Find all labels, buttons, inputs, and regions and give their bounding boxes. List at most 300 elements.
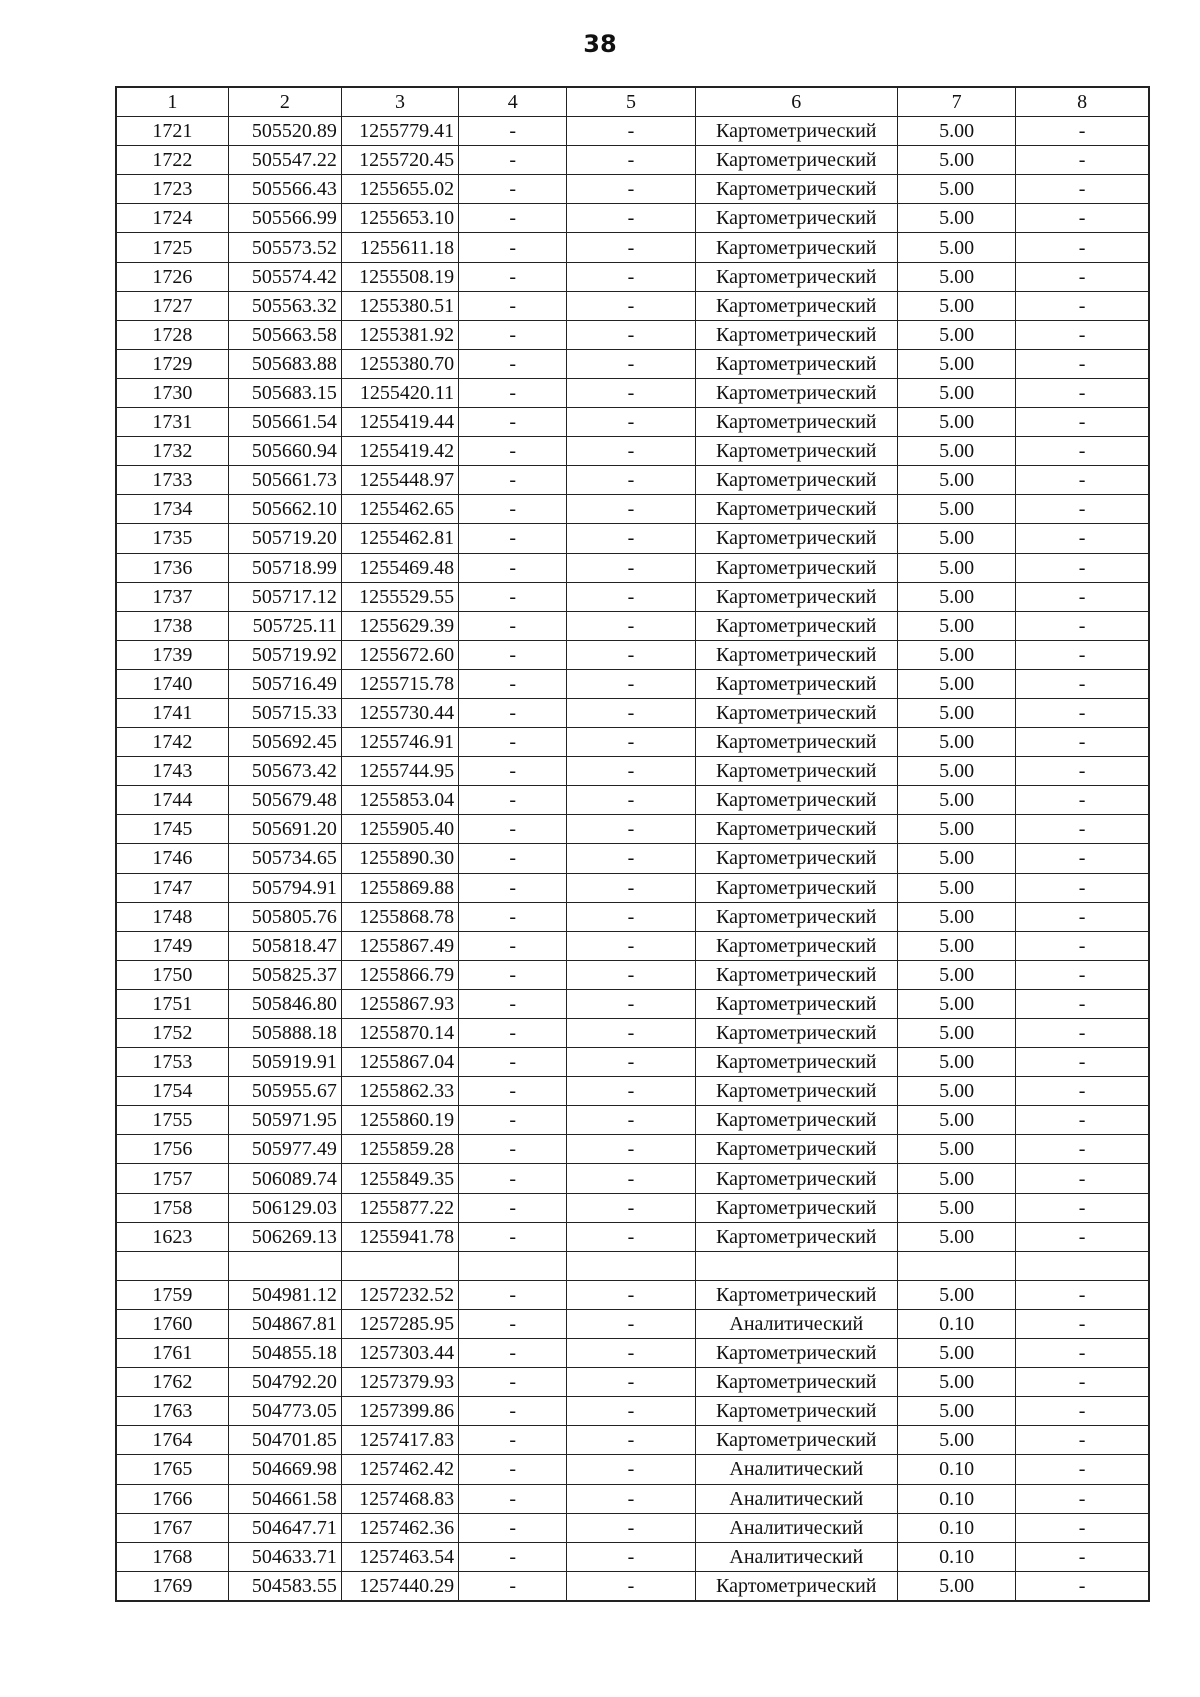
column-8-cell: - [1016,640,1149,669]
point-id-cell: 1723 [116,175,228,204]
accuracy-cell: 5.00 [897,1571,1015,1601]
table-row [116,931,1149,960]
column-5-cell: - [567,669,695,698]
column-5-cell: - [567,1222,695,1251]
accuracy-cell: 5.00 [897,1106,1015,1135]
column-4-cell: - [459,582,567,611]
table-row [116,669,1149,698]
method-cell: Картометрический [695,873,897,902]
method-cell: Картометрический [695,291,897,320]
point-id-cell: 1760 [116,1309,228,1338]
table-row [116,1077,1149,1106]
accuracy-cell: 0.10 [897,1484,1015,1513]
column-5-cell: - [567,437,695,466]
column-8-cell: - [1016,1542,1149,1571]
y-coordinate-cell: 1255905.40 [341,815,458,844]
accuracy-cell: 0.10 [897,1542,1015,1571]
x-coordinate-cell: 505683.15 [228,378,341,407]
accuracy-cell: 5.00 [897,204,1015,233]
column-5-cell: - [567,640,695,669]
column-4-cell: - [459,1368,567,1397]
column-5-cell: - [567,873,695,902]
column-5-cell: - [567,320,695,349]
column-8-cell: - [1016,582,1149,611]
accuracy-cell: 5.00 [897,582,1015,611]
method-cell: Картометрический [695,495,897,524]
accuracy-cell: 5.00 [897,1222,1015,1251]
y-coordinate-cell: 1255448.97 [341,466,458,495]
column-4-cell [459,1251,567,1280]
x-coordinate-cell: 505805.76 [228,902,341,931]
column-8-cell: - [1016,1222,1149,1251]
column-header-3: 3 [341,87,458,117]
y-coordinate-cell: 1255867.49 [341,931,458,960]
column-8-cell: - [1016,117,1149,146]
table-row [116,204,1149,233]
y-coordinate-cell: 1255508.19 [341,262,458,291]
x-coordinate-cell: 506269.13 [228,1222,341,1251]
point-id-cell: 1730 [116,378,228,407]
x-coordinate-cell: 504669.98 [228,1455,341,1484]
column-5-cell: - [567,1397,695,1426]
method-cell: Картометрический [695,757,897,786]
column-5-cell: - [567,1193,695,1222]
table-row [116,582,1149,611]
y-coordinate-cell: 1255419.44 [341,408,458,437]
column-4-cell: - [459,466,567,495]
y-coordinate-cell: 1255941.78 [341,1222,458,1251]
column-8-cell: - [1016,437,1149,466]
y-coordinate-cell: 1255655.02 [341,175,458,204]
y-coordinate-cell: 1255469.48 [341,553,458,582]
y-coordinate-cell: 1255877.22 [341,1193,458,1222]
column-5-cell: - [567,1484,695,1513]
method-cell: Аналитический [695,1513,897,1542]
accuracy-cell: 5.00 [897,989,1015,1018]
x-coordinate-cell: 505825.37 [228,960,341,989]
table-row [116,495,1149,524]
y-coordinate-cell: 1255629.39 [341,611,458,640]
method-cell: Картометрический [695,815,897,844]
method-cell: Картометрический [695,1019,897,1048]
column-8-cell: - [1016,1135,1149,1164]
y-coordinate-cell: 1255380.70 [341,349,458,378]
method-cell: Картометрический [695,117,897,146]
method-cell: Картометрический [695,233,897,262]
x-coordinate-cell: 504981.12 [228,1280,341,1309]
x-coordinate-cell: 504701.85 [228,1426,341,1455]
x-coordinate-cell: 504792.20 [228,1368,341,1397]
table-row [116,524,1149,553]
column-4-cell: - [459,698,567,727]
method-cell: Картометрический [695,611,897,640]
column-4-cell: - [459,960,567,989]
method-cell: Аналитический [695,1455,897,1484]
column-4-cell: - [459,1513,567,1542]
table-row [116,117,1149,146]
point-id-cell: 1749 [116,931,228,960]
accuracy-cell: 5.00 [897,1397,1015,1426]
column-4-cell: - [459,1164,567,1193]
table-row [116,1222,1149,1251]
column-8-cell: - [1016,1309,1149,1338]
column-4-cell: - [459,931,567,960]
point-id-cell: 1747 [116,873,228,902]
column-4-cell: - [459,408,567,437]
accuracy-cell: 5.00 [897,757,1015,786]
point-id-cell: 1735 [116,524,228,553]
table-row [116,1280,1149,1309]
accuracy-cell: 5.00 [897,902,1015,931]
column-4-cell: - [459,669,567,698]
column-8-cell: - [1016,553,1149,582]
method-cell: Картометрический [695,786,897,815]
y-coordinate-cell: 1257285.95 [341,1309,458,1338]
point-id-cell: 1734 [116,495,228,524]
method-cell: Аналитический [695,1484,897,1513]
y-coordinate-cell: 1255720.45 [341,146,458,175]
column-8-cell: - [1016,669,1149,698]
method-cell: Картометрический [695,902,897,931]
column-header-6: 6 [695,87,897,117]
accuracy-cell: 0.10 [897,1455,1015,1484]
y-coordinate-cell: 1255381.92 [341,320,458,349]
header-row [116,87,1149,117]
column-8-cell: - [1016,1513,1149,1542]
y-coordinate-cell: 1255849.35 [341,1164,458,1193]
point-id-cell: 1725 [116,233,228,262]
method-cell: Аналитический [695,1542,897,1571]
method-cell: Картометрический [695,640,897,669]
method-cell: Картометрический [695,960,897,989]
column-4-cell: - [459,757,567,786]
point-id-cell: 1727 [116,291,228,320]
column-8-cell: - [1016,611,1149,640]
column-8-cell: - [1016,698,1149,727]
accuracy-cell: 5.00 [897,378,1015,407]
column-4-cell: - [459,553,567,582]
accuracy-cell: 5.00 [897,437,1015,466]
y-coordinate-cell: 1255870.14 [341,1019,458,1048]
column-4-cell: - [459,524,567,553]
point-id-cell: 1745 [116,815,228,844]
column-8-cell: - [1016,844,1149,873]
y-coordinate-cell: 1255860.19 [341,1106,458,1135]
column-4-cell: - [459,1455,567,1484]
point-id-cell: 1733 [116,466,228,495]
column-4-cell: - [459,437,567,466]
point-id-cell: 1623 [116,1222,228,1251]
column-5-cell: - [567,611,695,640]
column-5-cell: - [567,262,695,291]
y-coordinate-cell: 1255744.95 [341,757,458,786]
column-4-cell: - [459,1019,567,1048]
x-coordinate-cell: 505692.45 [228,728,341,757]
accuracy-cell: 5.00 [897,728,1015,757]
x-coordinate-cell: 504661.58 [228,1484,341,1513]
y-coordinate-cell: 1255868.78 [341,902,458,931]
column-4-cell: - [459,1280,567,1309]
column-4-cell: - [459,1309,567,1338]
column-8-cell: - [1016,1484,1149,1513]
column-5-cell: - [567,1048,695,1077]
table-row [116,1193,1149,1222]
column-5-cell: - [567,1571,695,1601]
accuracy-cell: 5.00 [897,1193,1015,1222]
column-8-cell: - [1016,408,1149,437]
method-cell: Картометрический [695,378,897,407]
table-row [116,1513,1149,1542]
accuracy-cell: 5.00 [897,815,1015,844]
point-id-cell: 1757 [116,1164,228,1193]
y-coordinate-cell: 1255859.28 [341,1135,458,1164]
column-5-cell: - [567,1368,695,1397]
column-5-cell: - [567,757,695,786]
column-8-cell: - [1016,175,1149,204]
table-row [116,349,1149,378]
table-row [116,611,1149,640]
column-4-cell: - [459,495,567,524]
column-8-cell: - [1016,989,1149,1018]
table-row [116,844,1149,873]
method-cell: Картометрический [695,146,897,175]
y-coordinate-cell: 1255866.79 [341,960,458,989]
table-row [116,1455,1149,1484]
accuracy-cell: 5.00 [897,262,1015,291]
method-cell: Картометрический [695,1048,897,1077]
accuracy-cell: 5.00 [897,1164,1015,1193]
y-coordinate-cell: 1255672.60 [341,640,458,669]
accuracy-cell: 5.00 [897,1368,1015,1397]
column-5-cell: - [567,291,695,320]
table-header [116,87,1149,117]
method-cell: Картометрический [695,1106,897,1135]
column-4-cell: - [459,1542,567,1571]
column-4-cell: - [459,1397,567,1426]
column-5-cell: - [567,466,695,495]
column-4-cell: - [459,262,567,291]
method-cell: Картометрический [695,1339,897,1368]
y-coordinate-cell: 1255746.91 [341,728,458,757]
point-id-cell: 1739 [116,640,228,669]
column-5-cell: - [567,844,695,873]
accuracy-cell: 5.00 [897,553,1015,582]
table-row [116,1397,1149,1426]
y-coordinate-cell: 1255862.33 [341,1077,458,1106]
table-row [116,698,1149,727]
point-id-cell: 1752 [116,1019,228,1048]
y-coordinate-cell: 1257462.36 [341,1513,458,1542]
column-8-cell: - [1016,757,1149,786]
column-4-cell: - [459,989,567,1018]
column-4-cell: - [459,291,567,320]
column-5-cell: - [567,815,695,844]
point-id-cell: 1744 [116,786,228,815]
table-row [116,873,1149,902]
point-id-cell: 1732 [116,437,228,466]
column-8-cell: - [1016,1048,1149,1077]
method-cell: Картометрический [695,408,897,437]
method-cell: Картометрический [695,1397,897,1426]
y-coordinate-cell: 1257232.52 [341,1280,458,1309]
x-coordinate-cell: 505725.11 [228,611,341,640]
x-coordinate-cell: 505691.20 [228,815,341,844]
accuracy-cell: 5.00 [897,1339,1015,1368]
column-8-cell: - [1016,378,1149,407]
column-8-cell: - [1016,960,1149,989]
method-cell: Картометрический [695,349,897,378]
column-8-cell: - [1016,466,1149,495]
point-id-cell: 1740 [116,669,228,698]
column-4-cell: - [459,1077,567,1106]
accuracy-cell: 5.00 [897,466,1015,495]
column-5-cell: - [567,1542,695,1571]
column-4-cell: - [459,902,567,931]
table-row [116,553,1149,582]
point-id-cell: 1726 [116,262,228,291]
x-coordinate-cell: 505919.91 [228,1048,341,1077]
point-id-cell: 1758 [116,1193,228,1222]
accuracy-cell: 5.00 [897,1077,1015,1106]
accuracy-cell: 5.00 [897,146,1015,175]
column-4-cell: - [459,728,567,757]
x-coordinate-cell: 504867.81 [228,1309,341,1338]
x-coordinate-cell: 505573.52 [228,233,341,262]
column-8-cell: - [1016,1164,1149,1193]
point-id-cell: 1738 [116,611,228,640]
y-coordinate-cell: 1255730.44 [341,698,458,727]
accuracy-cell: 5.00 [897,349,1015,378]
accuracy-cell: 5.00 [897,495,1015,524]
column-header-7: 7 [897,87,1015,117]
column-4-cell: - [459,1048,567,1077]
table-row [116,378,1149,407]
column-5-cell: - [567,582,695,611]
table-row [116,1251,1149,1280]
y-coordinate-cell: 1257462.42 [341,1455,458,1484]
table-row [116,1368,1149,1397]
accuracy-cell: 5.00 [897,698,1015,727]
column-8-cell: - [1016,902,1149,931]
column-4-cell: - [459,204,567,233]
table-row [116,1048,1149,1077]
column-4-cell: - [459,786,567,815]
column-5-cell: - [567,1339,695,1368]
accuracy-cell: 5.00 [897,640,1015,669]
point-id-cell: 1762 [116,1368,228,1397]
table-row [116,175,1149,204]
x-coordinate-cell: 505662.10 [228,495,341,524]
point-id-cell: 1768 [116,1542,228,1571]
point-id-cell: 1759 [116,1280,228,1309]
point-id-cell: 1722 [116,146,228,175]
column-5-cell: - [567,495,695,524]
accuracy-cell: 5.00 [897,1280,1015,1309]
x-coordinate-cell: 504855.18 [228,1339,341,1368]
x-coordinate-cell: 505818.47 [228,931,341,960]
coordinates-table [115,86,1150,1602]
y-coordinate-cell: 1255380.51 [341,291,458,320]
x-coordinate-cell: 505719.20 [228,524,341,553]
column-8-cell: - [1016,931,1149,960]
x-coordinate-cell: 504633.71 [228,1542,341,1571]
column-5-cell: - [567,146,695,175]
table-row [116,728,1149,757]
point-id-cell: 1731 [116,408,228,437]
accuracy-cell: 5.00 [897,1019,1015,1048]
x-coordinate-cell: 505794.91 [228,873,341,902]
y-coordinate-cell: 1255462.81 [341,524,458,553]
x-coordinate-cell: 505574.42 [228,262,341,291]
page-number: 38 [583,30,617,58]
column-8-cell: - [1016,873,1149,902]
point-id-cell: 1761 [116,1339,228,1368]
accuracy-cell: 0.10 [897,1309,1015,1338]
y-coordinate-cell: 1255462.65 [341,495,458,524]
column-5-cell: - [567,349,695,378]
point-id-cell: 1753 [116,1048,228,1077]
x-coordinate-cell: 504773.05 [228,1397,341,1426]
column-5-cell: - [567,1426,695,1455]
accuracy-cell: 5.00 [897,408,1015,437]
table-row [116,757,1149,786]
point-id-cell: 1742 [116,728,228,757]
column-8-cell: - [1016,233,1149,262]
column-4-cell: - [459,640,567,669]
method-cell: Картометрический [695,1222,897,1251]
accuracy-cell: 5.00 [897,233,1015,262]
column-4-cell: - [459,233,567,262]
accuracy-cell: 5.00 [897,1048,1015,1077]
accuracy-cell: 5.00 [897,291,1015,320]
x-coordinate-cell [228,1251,341,1280]
table-row [116,1106,1149,1135]
column-5-cell: - [567,175,695,204]
column-5-cell: - [567,989,695,1018]
x-coordinate-cell: 505566.43 [228,175,341,204]
method-cell: Картометрический [695,1135,897,1164]
table-row [116,408,1149,437]
accuracy-cell: 5.00 [897,844,1015,873]
table-row [116,1571,1149,1601]
column-8-cell: - [1016,1397,1149,1426]
column-5-cell: - [567,1513,695,1542]
column-8-cell: - [1016,1426,1149,1455]
point-id-cell: 1741 [116,698,228,727]
column-header-8: 8 [1016,87,1149,117]
column-8-cell: - [1016,728,1149,757]
y-coordinate-cell: 1255715.78 [341,669,458,698]
point-id-cell: 1743 [116,757,228,786]
accuracy-cell: 5.00 [897,960,1015,989]
point-id-cell: 1765 [116,1455,228,1484]
column-5-cell: - [567,553,695,582]
column-4-cell: - [459,117,567,146]
x-coordinate-cell: 506089.74 [228,1164,341,1193]
method-cell: Картометрический [695,1571,897,1601]
y-coordinate-cell: 1255529.55 [341,582,458,611]
table-row [116,262,1149,291]
column-5-cell: - [567,233,695,262]
x-coordinate-cell: 505566.99 [228,204,341,233]
point-id-cell: 1736 [116,553,228,582]
column-5-cell: - [567,1077,695,1106]
x-coordinate-cell: 505715.33 [228,698,341,727]
column-8-cell: - [1016,1193,1149,1222]
x-coordinate-cell: 505846.80 [228,989,341,1018]
column-5-cell: - [567,117,695,146]
accuracy-cell: 0.10 [897,1513,1015,1542]
